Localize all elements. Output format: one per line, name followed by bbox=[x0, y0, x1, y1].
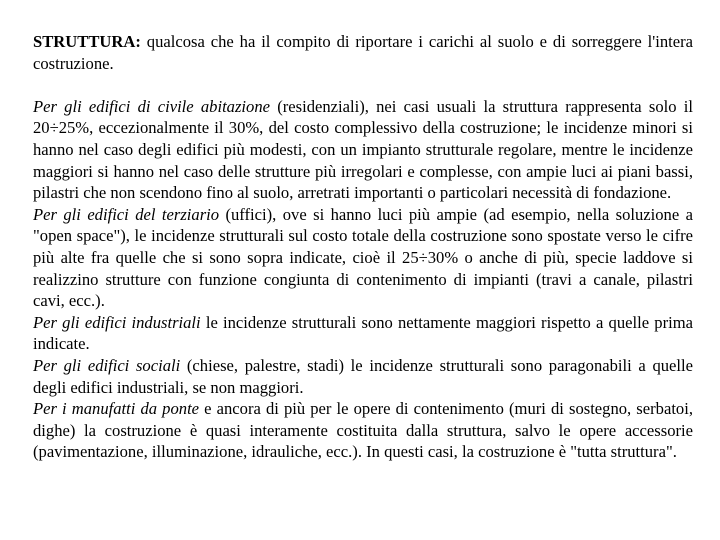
definition-paragraph bbox=[33, 31, 693, 74]
paragraph-text: (residenziali), nei casi usuali la struttura rappresenta solo il 20÷25%, eccezionalmente il 30%, del costo complessivo della costruzione; le incidenze minori si hanno nel caso degli edifici più modesti, con un impianto strutturale regolare, mentre le incidenze maggiori si hanno nel caso delle strutture più irregolari e complesse, con ampie luci ai piani bassi, pilastri che non scendono fino al suolo, arretrati importanti o particolari necessità di fondazione. bbox=[33, 96, 693, 203]
document-page bbox=[33, 31, 693, 463]
paragraph-sociali bbox=[33, 355, 693, 398]
paragraph-lead: Per gli edifici del terziario bbox=[33, 204, 220, 224]
paragraph-text: le incidenze strutturali sono nettamente maggiori rispetto a quelle prima indicate. bbox=[33, 312, 693, 354]
paragraph-lead: Per i manufatti da ponte bbox=[33, 399, 200, 419]
paragraph-text: (chiese, palestre, stadi) le incidenze strutturali sono paragonabili a quelle degli edifici industriali, se non maggiori. bbox=[33, 355, 694, 397]
paragraph-lead: Per gli edifici di civile abitazione bbox=[33, 96, 271, 116]
paragraph-industriali bbox=[33, 312, 693, 355]
paragraph-text: (uffici), ove si hanno luci più ampie (ad esempio, nella soluzione a "open space"), le incidenze strutturali sul costo totale della costruzione sono spostate verso le cifre più alte fra quelle che si sono sopra indicate, cioè il 25÷30% o anche di più, specie laddove si realizzino strutture con funzione congiunta di contenimento di impianti (travi a canale, pilastri cavi, ecc.). bbox=[33, 204, 693, 311]
paragraph-lead: Per gli edifici sociali bbox=[33, 355, 181, 375]
paragraph-manufatti-ponte bbox=[33, 398, 693, 463]
definition-text: qualcosa che ha il compito di riportare i carichi al suolo e di sorreggere l'intera costruzione. bbox=[33, 32, 693, 73]
paragraph-text: e ancora di più per le opere di contenimento (muri di sostegno, serbatoi, dighe) la costruzione è quasi interamente costituita dalla struttura, salvo le opere accessorie (pavimentazione, illuminazione, idrauliche, ecc.). In questi casi, la costruzione è "tutta struttura". bbox=[33, 399, 693, 462]
paragraph-civile-abitazione bbox=[33, 96, 693, 204]
paragraph-terziario bbox=[33, 204, 693, 312]
definition-term: STRUTTURA: bbox=[33, 32, 141, 51]
paragraph-lead: Per gli edifici industriali bbox=[33, 312, 201, 332]
